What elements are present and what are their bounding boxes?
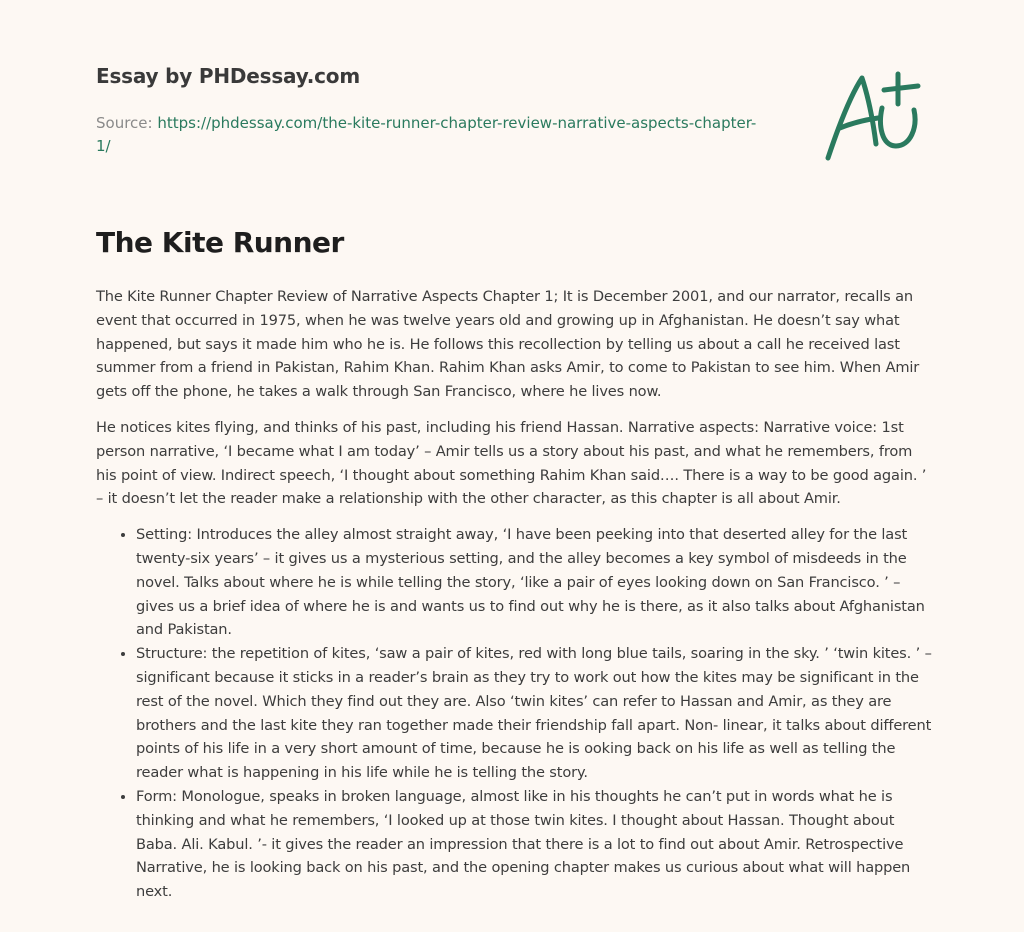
essay-paragraph: The Kite Runner Chapter Review of Narrative Aspects Chapter 1; It is December 2001, and our narrator, recalls an event that occurred in 1975, when he was twelve years old and growing up in Afghanistan. He doesn’t say what happened, but says it made him who he is. He follows this recollection by telling us about a call he received last summer from a friend in Pakistan, Rahim Khan. Rahim Khan asks Amir, to come to Pakistan to see him. When Amir gets off the phone, he takes a walk through San Francisco, where he lives now.	[96, 288, 920, 401]
essay-body	[96, 285, 932, 904]
source-link[interactable]: https://phdessay.com/the-kite-runner-chapter-review-narrative-aspects-chapter-1/	[96, 114, 757, 155]
list-item: • Setting: Introduces the alley almost straight away, ‘I have been peeking into that deserted alley for the last twenty-six years’ – it gives us a mysterious setting, and the alley becomes a key symbol of misdeeds in the novel. Talks about where he is while telling the story, ‘like a pair of eyes looking down on San Francisco. ’ – gives us a brief idea of where he is and wants us to find out why he is there, as it also talks about Afghanistan and Pakistan.	[136, 523, 932, 642]
source-label: Source:	[96, 114, 153, 132]
source-line	[96, 112, 766, 158]
site-brand: Essay by PHDessay.com	[96, 64, 360, 88]
essay-paragraph: He notices kites flying, and thinks of his past, including his friend Hassan. Narrative aspects: Narrative voice: 1st person narrative, ‘I became what I am today’ – Amir tells us a story about his past, and what he remembers, from his point of view. Indirect speech, ‘I thought about something Rahim Khan said…. There is a way to be good again. ’ – it doesn’t let the reader make a relationship with the other character, as this chapter is all about Amir.	[96, 418, 927, 508]
a-plus-logo-icon	[818, 66, 930, 166]
list-item: • Form: Monologue, speaks in broken language, almost like in his thoughts he can’t put in words what he is thinking and what he remembers, ‘I looked up at those twin kites. I thought about Hassan. Thought about Baba. Ali. Kabul. ’- it gives the reader an impression that there is a lot to find out about Amir. Retrospective Narrative, he is looking back on his past, and the opening chapter makes us curious about what will happen next.	[136, 785, 932, 904]
bullet-list	[96, 523, 932, 904]
essay-title: The Kite Runner	[96, 226, 344, 259]
list-item: • Structure: the repetition of kites, ‘saw a pair of kites, red with long blue tails, soaring in the sky. ’ ‘twin kites. ’ – significant because it sticks in a reader’s brain as they try to work out how the kites may be significant in the rest of the novel. Which they find out they are. Also ‘twin kites’ can refer to Hassan and Amir, as they are brothers and the last kite they ran together made their friendship fall apart. Non- linear, it talks about different points of his life in a very short amount of time, because he is ooking back on his life as well as telling the reader what is happening in his life while he is telling the story.	[136, 642, 932, 785]
